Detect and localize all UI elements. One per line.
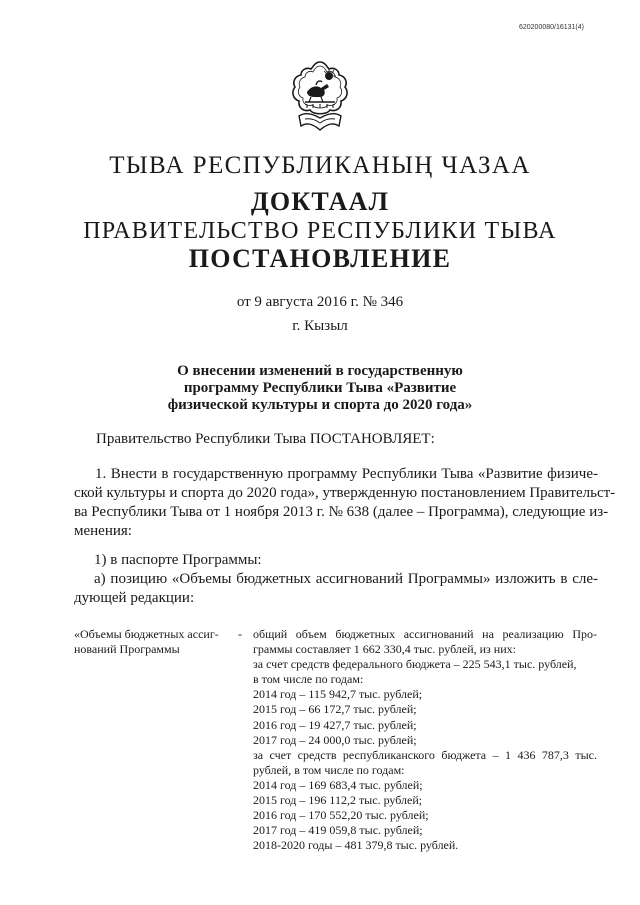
header-doktaal: ДОКТААЛ bbox=[250, 187, 390, 216]
title-line: программу Республики Тыва «Развитие bbox=[183, 380, 457, 396]
table-value-line: 2017 год – 24 000,0 тыс. рублей; bbox=[253, 732, 417, 747]
table-position-value bbox=[253, 627, 597, 853]
table-label-line: «Объемы бюджетных ассиг- bbox=[74, 627, 219, 641]
document-code: 620200080/16131(4) bbox=[518, 24, 584, 31]
table-value-line: 2015 год – 196 112,2 тыс. рублей; bbox=[253, 793, 423, 808]
subparagraph-1: 1) в паспорте Программы: bbox=[94, 552, 262, 568]
table-dash: - bbox=[238, 627, 242, 641]
header-tuvan-government: ТЫВА РЕСПУБЛИКАНЫҢ ЧАЗАА bbox=[109, 152, 531, 179]
table-value-line: общий объем бюджетных ассигнований на реализацию Про- bbox=[253, 627, 597, 641]
table-value-line: 2016 год – 170 552,20 тыс. рублей; bbox=[253, 808, 429, 823]
table-value-line: 2015 год – 66 172,7 тыс. рублей; bbox=[253, 702, 417, 717]
table-value-line: 2017 год – 419 059,8 тыс. рублей; bbox=[253, 823, 423, 838]
table-value-line: 2014 год – 115 942,7 тыс. рублей; bbox=[253, 687, 423, 702]
paragraph-line: 1. Внести в государственную программу Республики Тыва «Развитие физиче- bbox=[95, 466, 598, 482]
tuva-emblem-icon bbox=[287, 58, 353, 134]
document-date-number: от 9 августа 2016 г. № 346 bbox=[236, 294, 404, 310]
document-title bbox=[160, 363, 480, 414]
table-value-line: граммы составляет 1 662 330,4 тыс. рублей, из них: bbox=[253, 642, 516, 657]
paragraph-line: ской культуры и спорта до 2020 года», утвержденную постановлением Правительст- bbox=[74, 485, 616, 501]
table-value-line: 2016 год – 19 427,7 тыс. рублей; bbox=[253, 717, 417, 732]
paragraph-line: менения: bbox=[74, 523, 132, 539]
header-postanovlenie: ПОСТАНОВЛЕНИЕ bbox=[188, 244, 452, 273]
table-label-line: нований Программы bbox=[74, 642, 180, 656]
table-value-line: 2014 год – 169 683,4 тыс. рублей; bbox=[253, 777, 423, 792]
paragraph-line: ва Республики Тыва от 1 ноября 2013 г. № 638 (далее – Программа), следующие из- bbox=[74, 504, 609, 520]
subparagraph-a-continued: дующей редакции: bbox=[74, 590, 195, 606]
table-value-line: в том числе по годам: bbox=[253, 672, 364, 687]
table-value-line: за счет средств республиканского бюджета – 1 436 787,3 тыс. bbox=[253, 747, 597, 762]
subparagraph-a: а) позицию «Объемы бюджетных ассигнований Программы» изложить в сле- bbox=[94, 571, 598, 587]
intro-paragraph: Правительство Республики Тыва ПОСТАНОВЛЯЕТ: bbox=[96, 431, 435, 447]
paragraph-1 bbox=[74, 465, 616, 541]
table-value-line: за счет средств федерального бюджета – 225 543,1 тыс. рублей, bbox=[253, 657, 577, 672]
title-line: О внесении изменений в государственную bbox=[177, 363, 463, 379]
table-value-line: рублей, в том числе по годам: bbox=[253, 762, 405, 777]
title-line: физической культуры и спорта до 2020 года» bbox=[167, 397, 473, 413]
document-city: г. Кызыл bbox=[292, 318, 348, 334]
table-value-line: 2018-2020 годы – 481 379,8 тыс. рублей. bbox=[253, 838, 459, 853]
header-government: ПРАВИТЕЛЬСТВО РЕСПУБЛИКИ ТЫВА bbox=[83, 218, 557, 244]
table-position-label bbox=[74, 627, 244, 657]
